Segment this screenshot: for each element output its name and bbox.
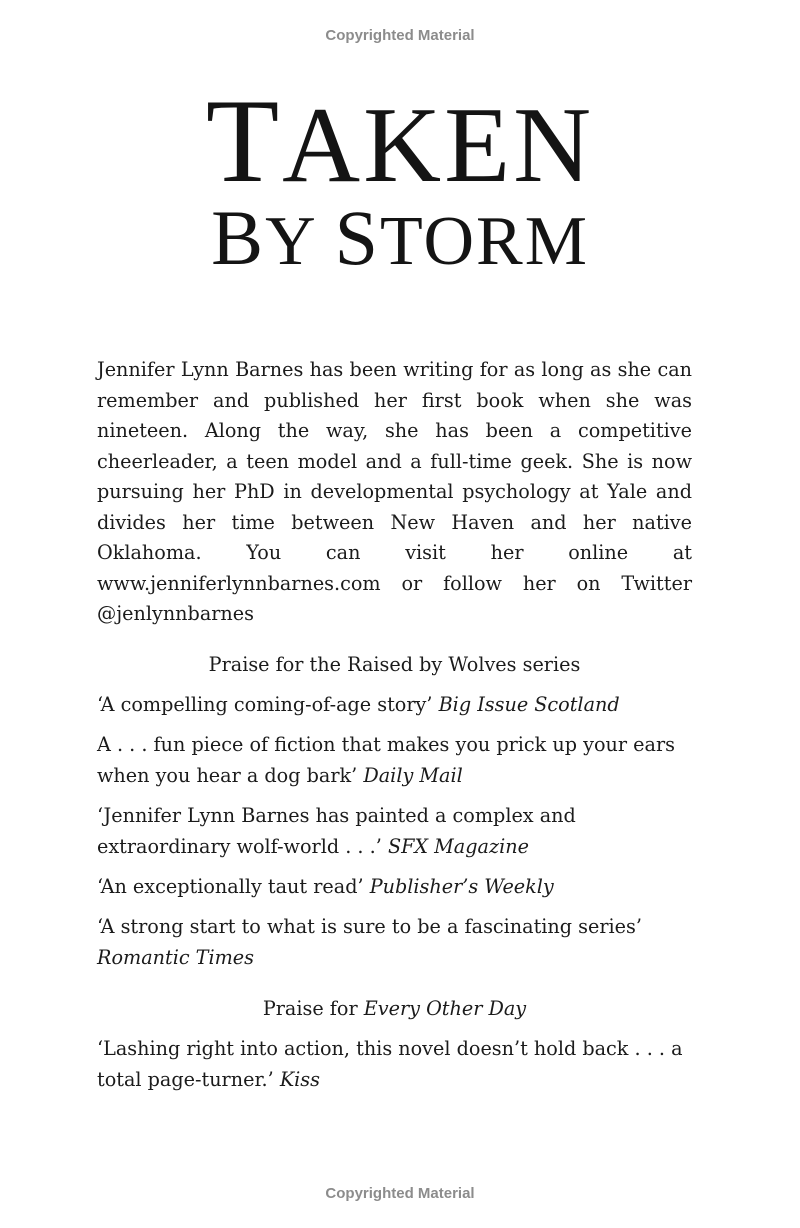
praise-quote (97, 729, 692, 791)
praise-quote (97, 871, 692, 902)
quote-source: Daily Mail (363, 764, 463, 787)
quote-source: Romantic Times (97, 946, 255, 969)
copyright-watermark-bottom: Copyrighted Material (325, 1185, 475, 1202)
quote-text: ‘Jennifer Lynn Barnes has painted a complex and extraordinary wolf-world . . .’ (97, 804, 576, 858)
copyright-watermark-top: Copyrighted Material (325, 27, 475, 44)
praise-quote (97, 1033, 692, 1095)
quote-source: Publisher’s Weekly (369, 875, 554, 898)
quote-text: A . . . fun piece of fiction that makes you prick up your ears when you hear a dog bark’ (97, 733, 675, 787)
praise-heading-prefix: Praise for (262, 997, 358, 1020)
praise-heading (97, 994, 692, 1024)
quote-source: SFX Magazine (387, 835, 529, 858)
quote-text: ‘A strong start to what is sure to be a fascinating series’ (97, 915, 642, 938)
quote-source: Kiss (279, 1068, 320, 1091)
quote-text: ‘An exceptionally taut read’ (97, 875, 364, 898)
quote-source: Big Issue Scotland (438, 693, 620, 716)
praise-quote (97, 911, 692, 973)
title-line-1: TAKEN (205, 74, 595, 207)
praise-section-raised-by-wolves (97, 650, 692, 973)
author-bio: Jennifer Lynn Barnes has been writing for as long as she can remember and published her first book when she was nineteen. Along the way, she has been a competitive cheerleader, a teen model and a full-time geek. She is now pursuing her PhD in developmental psychology at Yale and divides her time between New Haven and her native Oklahoma. You can visit her online at www.jenniferlynnbarnes.com or follow her on Twitter @jenlynnbarnes (97, 358, 692, 625)
title-line-2: BY STORM (211, 194, 589, 281)
praise-section-every-other-day (97, 994, 692, 1095)
book-title (0, 74, 800, 281)
praise-quote (97, 689, 692, 720)
praise-heading: Praise for the Raised by Wolves series (208, 653, 581, 676)
quote-text: ‘A compelling coming-of-age story’ (97, 693, 433, 716)
quote-text: ‘Lashing right into action, this novel doesn’t hold back . . . a total page-turner.’ (97, 1037, 683, 1091)
praise-quote (97, 800, 692, 862)
praise-heading-title: Every Other Day (363, 997, 527, 1020)
